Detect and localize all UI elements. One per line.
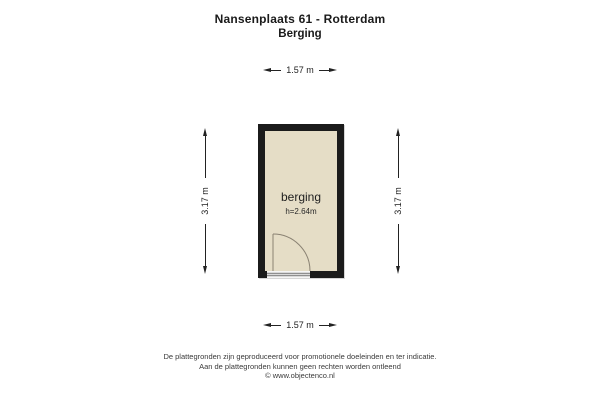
dimension-bottom-label: 1.57 m [286, 320, 314, 330]
arrow-left-icon [263, 323, 271, 327]
arrow-down-icon [396, 266, 400, 274]
dimension-line [271, 70, 281, 71]
disclaimer-line-1: De plattegronden zijn geproduceerd voor promotionele doeleinden en ter indicatie. [163, 352, 437, 361]
dimension-left-label-wrap [198, 178, 212, 224]
arrow-right-icon [329, 68, 337, 72]
room-berging [258, 124, 344, 278]
dimension-line [319, 325, 329, 326]
dimension-line [398, 136, 399, 178]
dimension-right-label: 3.17 m [393, 187, 404, 215]
dimension-line [205, 136, 206, 178]
dimension-left [198, 128, 212, 274]
dimension-line [319, 70, 329, 71]
room-name: berging [280, 190, 322, 204]
arrow-down-icon [203, 266, 207, 274]
dimension-line [205, 224, 206, 266]
dimension-top-label: 1.57 m [286, 65, 314, 75]
footer-disclaimer [0, 352, 600, 381]
dimension-right [391, 128, 405, 274]
dimension-right-label-wrap [391, 178, 405, 224]
dimension-line [271, 325, 281, 326]
room-ceiling-height: h=2.64m [285, 207, 317, 216]
title-subtitle: Berging [278, 28, 322, 40]
arrow-left-icon [263, 68, 271, 72]
dimension-bottom [263, 319, 337, 331]
arrow-up-icon [396, 128, 400, 136]
arrow-right-icon [329, 323, 337, 327]
dimension-line [398, 224, 399, 266]
disclaimer-line-2: Aan de plattegronden kunnen geen rechten worden ontleend [199, 361, 401, 371]
dimension-top [263, 64, 337, 76]
arrow-up-icon [203, 128, 207, 136]
title-address: Nansenplaats 61 - Rotterdam [214, 12, 386, 26]
page-title [0, 12, 600, 40]
dimension-left-label: 3.17 m [200, 187, 211, 215]
room-label [258, 190, 344, 216]
copyright-line: © www.objectenco.nl [265, 371, 335, 380]
